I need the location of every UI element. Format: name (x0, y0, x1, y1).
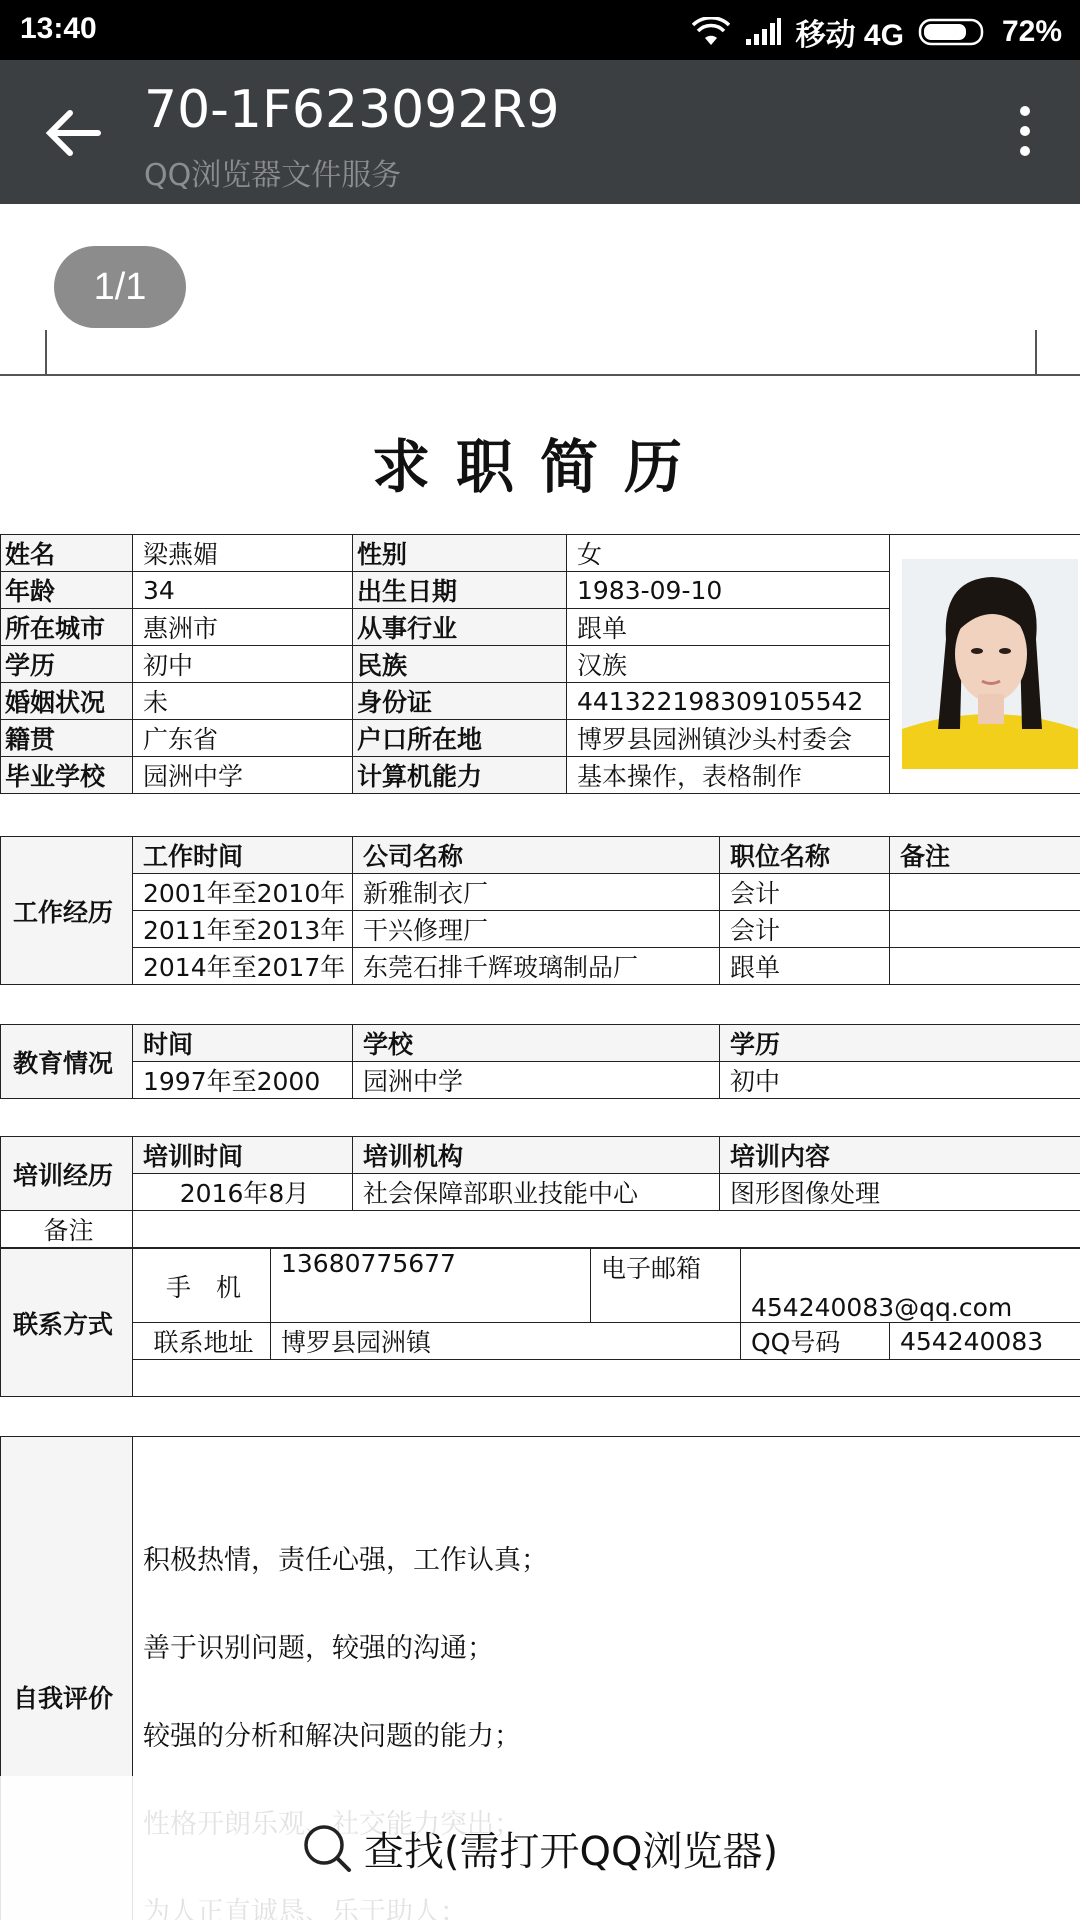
document-view[interactable] (0, 204, 1080, 1920)
page-corner-left (45, 330, 47, 374)
contact-section-label: 联系方式 (1, 1249, 133, 1397)
work-cell (890, 948, 1080, 985)
file-subtitle: QQ浏览器文件服务 (144, 158, 402, 193)
status-bar (0, 0, 1080, 60)
page-header-line (0, 374, 1080, 376)
value-age: 34 (133, 572, 353, 609)
label-city: 所在城市 (1, 609, 133, 646)
work-cell: 2011年至2013年 (133, 911, 353, 948)
education-header: 学历 (720, 1025, 1080, 1062)
battery-percent: 72% (1001, 15, 1062, 48)
email-value: 454240083@qq.com (741, 1249, 1080, 1323)
find-button[interactable] (0, 1776, 1080, 1920)
education-cell: 园洲中学 (353, 1062, 720, 1099)
value-ethnicity: 汉族 (567, 646, 890, 683)
label-computer: 计算机能力 (353, 757, 567, 794)
status-time: 13:40 (20, 12, 97, 45)
training-cell: 图形图像处理 (720, 1174, 1080, 1211)
work-header: 职位名称 (720, 837, 890, 874)
self-eval-line: 积极热情，责任心强，工作认真； (143, 1545, 548, 1576)
remark-value (133, 1211, 1080, 1248)
work-cell (890, 874, 1080, 911)
self-eval-section-label: 自我评价 (1, 1437, 133, 1920)
value-school: 园洲中学 (133, 757, 353, 794)
work-experience-table (0, 836, 1080, 985)
value-education: 初中 (133, 646, 353, 683)
training-cell: 社会保障部职业技能中心 (353, 1174, 720, 1211)
label-age: 年龄 (1, 572, 133, 609)
file-title: 70-1F623092R9 (144, 80, 560, 140)
label-hometown: 籍贯 (1, 720, 133, 757)
find-label: 查找(需打开QQ浏览器) (363, 1828, 779, 1875)
value-hometown: 广东省 (133, 720, 353, 757)
phone-label: 手 机 (133, 1249, 271, 1323)
work-cell: 东莞石排千辉玻璃制品厂 (353, 948, 720, 985)
work-header: 备注 (890, 837, 1080, 874)
label-birthdate: 出生日期 (353, 572, 567, 609)
self-eval-line: 善于识别问题，较强的沟通； (143, 1633, 494, 1664)
training-header: 培训机构 (353, 1137, 720, 1174)
back-arrow-icon[interactable] (40, 100, 106, 166)
value-computer: 基本操作，表格制作 (567, 757, 890, 794)
qq-value: 454240083 (890, 1323, 1080, 1360)
table-row (1, 948, 1080, 985)
work-cell: 会计 (720, 874, 890, 911)
value-name: 梁燕媚 (133, 535, 353, 572)
address-label: 联系地址 (133, 1323, 271, 1360)
qq-label: QQ号码 (741, 1323, 890, 1360)
photo-cell (890, 535, 1080, 794)
label-household: 户口所在地 (353, 720, 567, 757)
work-cell: 会计 (720, 911, 890, 948)
work-cell: 跟单 (720, 948, 890, 985)
label-education: 学历 (1, 646, 133, 683)
training-table (0, 1136, 1080, 1248)
value-idcard: 441322198309105542 (567, 683, 890, 720)
value-marital: 未 (133, 683, 353, 720)
education-header: 学校 (353, 1025, 720, 1062)
battery-icon (918, 17, 988, 47)
more-options-icon[interactable] (1010, 100, 1040, 166)
work-cell: 新雅制衣厂 (353, 874, 720, 911)
wifi-icon (692, 17, 730, 47)
app-bar (0, 60, 1080, 204)
value-gender: 女 (567, 535, 890, 572)
profile-photo (902, 559, 1078, 769)
basic-info-table (0, 534, 1080, 794)
page-indicator: 1/1 (54, 246, 186, 328)
carrier-label: 移动 4G (795, 19, 904, 52)
work-header: 公司名称 (353, 837, 720, 874)
page-corner-right (1035, 330, 1037, 374)
education-cell: 初中 (720, 1062, 1080, 1099)
education-section-label: 教育情况 (1, 1025, 133, 1099)
work-header: 工作时间 (133, 837, 353, 874)
resume-title: 求职简历 (371, 433, 708, 501)
label-school: 毕业学校 (1, 757, 133, 794)
status-right (692, 10, 1062, 54)
education-cell: 1997年至2000 (133, 1062, 353, 1099)
work-cell: 干兴修理厂 (353, 911, 720, 948)
work-cell: 2001年至2010年 (133, 874, 353, 911)
education-header: 时间 (133, 1025, 353, 1062)
label-name: 姓名 (1, 535, 133, 572)
value-birthdate: 1983-09-10 (567, 572, 890, 609)
value-household: 博罗县园洲镇沙头村委会 (567, 720, 890, 757)
address-value: 博罗县园洲镇 (271, 1323, 741, 1360)
self-eval-line: 较强的分析和解决问题的能力； (143, 1721, 521, 1752)
search-icon (302, 1823, 352, 1873)
training-header: 培训内容 (720, 1137, 1080, 1174)
signal-icon (744, 17, 782, 47)
training-section-label: 培训经历 (1, 1137, 133, 1211)
label-idcard: 身份证 (353, 683, 567, 720)
value-city: 惠洲市 (133, 609, 353, 646)
contact-table (0, 1248, 1080, 1397)
label-marital: 婚姻状况 (1, 683, 133, 720)
email-label: 电子邮箱 (591, 1249, 741, 1323)
label-ethnicity: 民族 (353, 646, 567, 683)
label-industry: 从事行业 (353, 609, 567, 646)
training-cell: 2016年8月 (133, 1174, 353, 1211)
remark-label: 备注 (1, 1211, 133, 1248)
table-row (1, 1062, 1080, 1099)
phone-value: 13680775677 (271, 1249, 591, 1323)
table-row (1, 1174, 1080, 1211)
work-section-label: 工作经历 (1, 837, 133, 985)
table-row (1, 911, 1080, 948)
work-cell: 2014年至2017年 (133, 948, 353, 985)
table-row (1, 874, 1080, 911)
education-table (0, 1024, 1080, 1099)
training-header: 培训时间 (133, 1137, 353, 1174)
contact-empty-row (133, 1360, 1080, 1397)
work-cell (890, 911, 1080, 948)
value-industry: 跟单 (567, 609, 890, 646)
label-gender: 性别 (353, 535, 567, 572)
